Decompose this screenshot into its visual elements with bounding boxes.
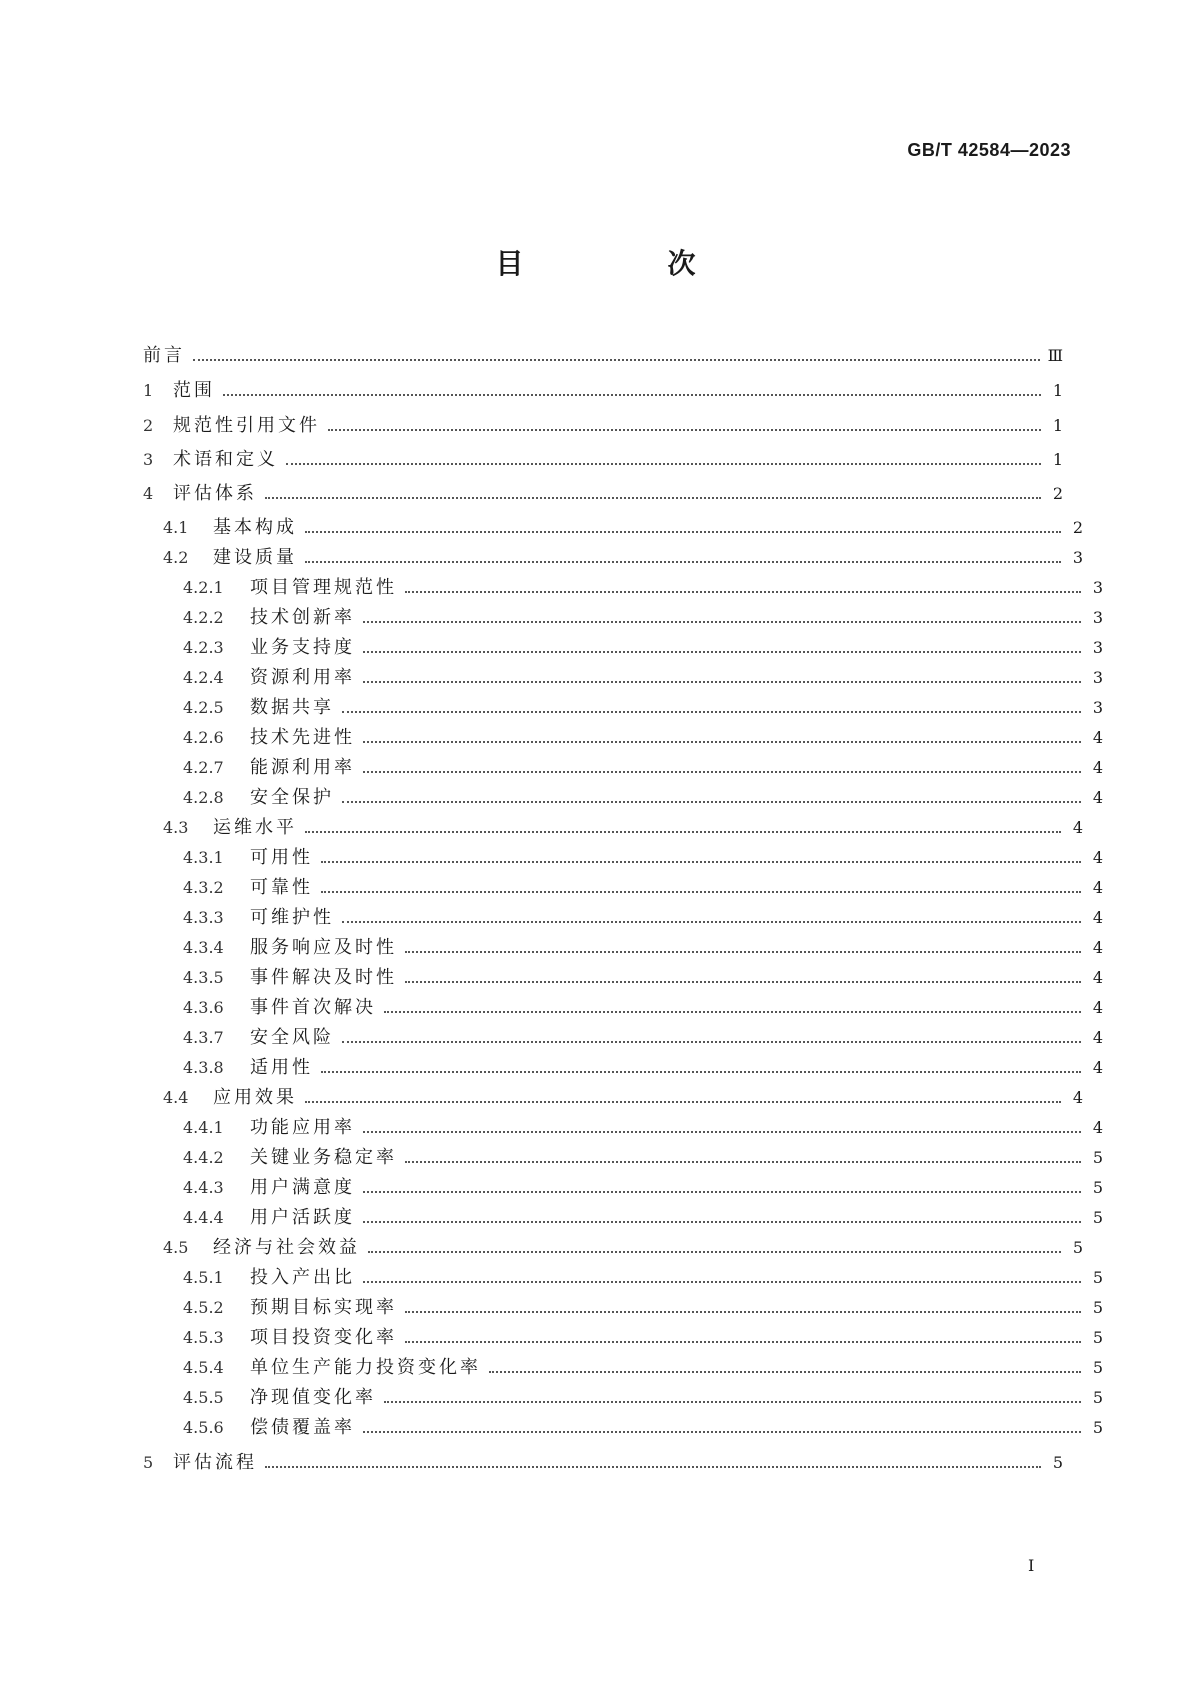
dot-leader	[405, 1161, 1081, 1163]
toc-entry-number: 1	[143, 381, 154, 400]
toc-entry-page: 3	[1072, 548, 1083, 567]
toc-entry-number: 5	[143, 1453, 154, 1472]
toc-entry-number: 4.3.7	[183, 1028, 224, 1047]
dot-leader	[305, 531, 1061, 533]
dot-leader	[342, 711, 1081, 713]
dot-leader	[363, 1431, 1081, 1433]
toc-entry-page: 3	[1092, 698, 1103, 717]
toc-entry-label: 应用效果	[213, 1087, 297, 1108]
toc-entry-page: 4	[1092, 1058, 1103, 1077]
standard-code: GB/T 42584—2023	[907, 140, 1071, 160]
toc-entry-number: 4.2.4	[183, 668, 224, 687]
toc-entry-number: 3	[143, 450, 154, 469]
page-number: I	[1028, 1556, 1035, 1575]
toc-entry[interactable]	[143, 1292, 1103, 1320]
dot-leader	[384, 1011, 1081, 1013]
toc-entry-label: 评估体系	[173, 483, 257, 504]
dot-leader	[286, 463, 1041, 465]
dot-leader	[363, 771, 1081, 773]
toc-entry-page: 5	[1092, 1388, 1103, 1407]
toc-entry-page: 4	[1092, 1118, 1103, 1137]
toc-entry-page: 1	[1052, 450, 1063, 469]
toc-entry-number: 4.2.8	[183, 788, 224, 807]
toc-entry-number: 4.5.4	[183, 1358, 224, 1377]
dot-leader	[405, 951, 1081, 953]
toc-entry[interactable]	[143, 1022, 1103, 1050]
toc-entry-page: 3	[1092, 578, 1103, 597]
dot-leader	[363, 621, 1081, 623]
dot-leader	[223, 394, 1041, 396]
toc-entry-label: 安全风险	[250, 1027, 334, 1048]
toc-entry[interactable]	[143, 1172, 1103, 1200]
toc-entry-number: 4.3.5	[183, 968, 224, 987]
toc-entry-label: 能源利用率	[250, 757, 355, 778]
toc-entry-page: 4	[1092, 728, 1103, 747]
toc-entry-number: 4.4.3	[183, 1178, 224, 1197]
toc-entry-page: 5	[1092, 1208, 1103, 1227]
toc-entry-number: 4.3.2	[183, 878, 224, 897]
toc-entry-label: 建设质量	[213, 547, 297, 568]
toc-entry[interactable]	[143, 902, 1103, 930]
toc-entry[interactable]	[143, 572, 1103, 600]
toc-entry-label: 用户活跃度	[250, 1207, 355, 1228]
toc-entry[interactable]	[143, 1322, 1103, 1350]
dot-leader	[342, 801, 1081, 803]
toc-entry-page: 4	[1072, 1088, 1083, 1107]
toc-entry-label: 术语和定义	[173, 449, 278, 470]
toc-entry[interactable]	[143, 444, 1063, 472]
toc-entry-number: 4.4.1	[183, 1118, 224, 1137]
toc-entry-label: 经济与社会效益	[213, 1237, 360, 1258]
toc-entry-label: 单位生产能力投资变化率	[250, 1357, 481, 1378]
toc-entry-label: 项目投资变化率	[250, 1327, 397, 1348]
toc-entry[interactable]	[143, 542, 1083, 570]
toc-entry-number: 4.1	[163, 518, 189, 537]
toc-entry-label: 事件解决及时性	[250, 967, 397, 988]
toc-entry[interactable]	[143, 692, 1103, 720]
toc-entry[interactable]	[143, 1202, 1103, 1230]
toc-entry-number: 4.4.4	[183, 1208, 224, 1227]
dot-leader	[305, 1101, 1061, 1103]
toc-entry-number: 4.3.8	[183, 1058, 224, 1077]
toc-entry-label: 项目管理规范性	[250, 577, 397, 598]
dot-leader	[305, 831, 1061, 833]
toc-entry-label: 安全保护	[250, 787, 334, 808]
toc-entry[interactable]	[143, 1412, 1103, 1440]
toc-entry[interactable]	[143, 1382, 1103, 1410]
toc-entry-label: 技术先进性	[250, 727, 355, 748]
toc-entry-label: 范围	[173, 380, 215, 401]
toc-entry-number: 4.5	[163, 1238, 189, 1257]
toc-entry-page: 4	[1092, 908, 1103, 927]
toc-entry-label: 偿债覆盖率	[250, 1417, 355, 1438]
toc-entry-page: 5	[1092, 1358, 1103, 1377]
toc-entry[interactable]	[143, 782, 1103, 810]
toc-entry-label: 可靠性	[250, 877, 313, 898]
toc-entry-number: 4.2.5	[183, 698, 224, 717]
toc-entry-label: 关键业务稳定率	[250, 1147, 397, 1168]
toc-entry-number: 4.5.1	[183, 1268, 224, 1287]
toc-entry-page: 3	[1092, 668, 1103, 687]
toc-entry-page: 5	[1092, 1298, 1103, 1317]
toc-entry[interactable]	[143, 1142, 1103, 1170]
toc-entry-number: 4.3.1	[183, 848, 224, 867]
toc-entry-label: 基本构成	[213, 517, 297, 538]
dot-leader	[405, 1341, 1081, 1343]
toc-entry-page: 5	[1092, 1178, 1103, 1197]
toc-entry-number: 4.5.3	[183, 1328, 224, 1347]
toc-entry-number: 4.2.6	[183, 728, 224, 747]
toc-entry-number: 4	[143, 484, 154, 503]
toc-entry-label: 服务响应及时性	[250, 937, 397, 958]
toc-entry-number: 4.2.2	[183, 608, 224, 627]
toc-entry-page: 4	[1092, 998, 1103, 1017]
toc-entry-page: 5	[1092, 1328, 1103, 1347]
toc-entry-page: 3	[1092, 608, 1103, 627]
dot-leader	[305, 561, 1061, 563]
toc-entry-number: 4.3.6	[183, 998, 224, 1017]
dot-leader	[265, 1466, 1041, 1468]
dot-leader	[405, 1311, 1081, 1313]
toc-entry[interactable]	[143, 1052, 1103, 1080]
toc-entry-number: 4.5.5	[183, 1388, 224, 1407]
toc-entry[interactable]	[143, 632, 1103, 660]
toc-entry[interactable]	[143, 992, 1103, 1020]
dot-leader	[363, 1131, 1081, 1133]
toc-entry-number: 2	[143, 416, 154, 435]
toc-entry-page: 4	[1092, 848, 1103, 867]
toc-entry-page: 4	[1092, 938, 1103, 957]
toc-entry[interactable]	[143, 752, 1103, 780]
toc-entry-number: 4.2	[163, 548, 189, 567]
dot-leader	[342, 1041, 1081, 1043]
toc-entry[interactable]	[143, 842, 1103, 870]
toc-entry[interactable]	[143, 962, 1103, 990]
toc-entry-label: 数据共享	[250, 697, 334, 718]
toc-entry[interactable]	[143, 722, 1103, 750]
toc-entry-page: 4	[1092, 878, 1103, 897]
dot-leader	[384, 1401, 1081, 1403]
toc-entry-number: 4.4	[163, 1088, 189, 1107]
toc-entry[interactable]	[143, 410, 1063, 438]
dot-leader	[363, 1221, 1081, 1223]
dot-leader	[193, 359, 1040, 361]
dot-leader	[363, 1281, 1081, 1283]
page-title: 目 次	[495, 247, 754, 280]
toc-entry-label: 前言	[143, 345, 185, 366]
toc-entry-label: 适用性	[250, 1057, 313, 1078]
toc-entry-page: 1	[1052, 416, 1063, 435]
toc-entry-label: 投入产出比	[250, 1267, 355, 1288]
toc-entry-number: 4.3	[163, 818, 189, 837]
toc-entry[interactable]	[143, 602, 1103, 630]
toc-entry-number: 4.2.1	[183, 578, 224, 597]
toc-entry-page: 2	[1072, 518, 1083, 537]
dot-leader	[363, 651, 1081, 653]
toc-entry[interactable]	[143, 1232, 1083, 1260]
toc-entry-number: 4.2.7	[183, 758, 224, 777]
toc-entry-label: 预期目标实现率	[250, 1297, 397, 1318]
toc-entry-page: 1	[1052, 381, 1063, 400]
dot-leader	[405, 591, 1081, 593]
dot-leader	[321, 1071, 1081, 1073]
toc-entry-page: Ⅲ	[1047, 346, 1063, 365]
toc-entry-label: 功能应用率	[250, 1117, 355, 1138]
toc-entry-number: 4.3.3	[183, 908, 224, 927]
toc-entry-label: 运维水平	[213, 817, 297, 838]
toc-entry-page: 5	[1092, 1148, 1103, 1167]
toc-entry[interactable]	[143, 1112, 1103, 1140]
toc-entry[interactable]	[143, 1262, 1103, 1290]
toc-entry[interactable]	[143, 1447, 1063, 1475]
toc-entry-label: 用户满意度	[250, 1177, 355, 1198]
dot-leader	[265, 497, 1041, 499]
toc-entry-label: 可维护性	[250, 907, 334, 928]
toc-entry[interactable]	[143, 932, 1103, 960]
dot-leader	[363, 741, 1081, 743]
toc-entry[interactable]	[143, 1352, 1103, 1380]
toc-entry[interactable]	[143, 512, 1083, 540]
dot-leader	[321, 861, 1081, 863]
toc-entry-label: 事件首次解决	[250, 997, 376, 1018]
toc-entry[interactable]	[143, 1082, 1083, 1110]
dot-leader	[321, 891, 1081, 893]
toc-entry-page: 4	[1092, 788, 1103, 807]
toc-entry-label: 可用性	[250, 847, 313, 868]
toc-entry[interactable]	[143, 872, 1103, 900]
toc-entry-page: 5	[1052, 1453, 1063, 1472]
toc-entry[interactable]	[143, 478, 1063, 506]
dot-leader	[342, 921, 1081, 923]
toc-entry-page: 5	[1072, 1238, 1083, 1257]
dot-leader	[363, 1191, 1081, 1193]
toc-entry-label: 业务支持度	[250, 637, 355, 658]
toc-entry-label: 评估流程	[173, 1452, 257, 1473]
toc-entry-label: 技术创新率	[250, 607, 355, 628]
toc-entry[interactable]	[143, 662, 1103, 690]
toc-entry-page: 4	[1092, 968, 1103, 987]
toc-entry-page: 4	[1092, 758, 1103, 777]
dot-leader	[363, 681, 1081, 683]
toc-entry[interactable]	[143, 375, 1063, 403]
dot-leader	[405, 981, 1081, 983]
toc-entry-label: 净现值变化率	[250, 1387, 376, 1408]
toc-entry-number: 4.4.2	[183, 1148, 224, 1167]
toc-entry-number: 4.2.3	[183, 638, 224, 657]
toc-entry-label: 规范性引用文件	[173, 415, 320, 436]
toc-entry-page: 4	[1072, 818, 1083, 837]
toc-entry-page: 4	[1092, 1028, 1103, 1047]
toc-entry-page: 2	[1052, 484, 1063, 503]
toc-entry-page: 5	[1092, 1268, 1103, 1287]
dot-leader	[489, 1371, 1081, 1373]
toc-entry-page: 3	[1092, 638, 1103, 657]
toc-entry[interactable]	[143, 340, 1063, 368]
toc-entry-label: 资源利用率	[250, 667, 355, 688]
toc-entry-number: 4.3.4	[183, 938, 224, 957]
toc-entry[interactable]	[143, 812, 1083, 840]
toc-entry-number: 4.5.6	[183, 1418, 224, 1437]
toc-entry-number: 4.5.2	[183, 1298, 224, 1317]
dot-leader	[368, 1251, 1061, 1253]
toc-entry-page: 5	[1092, 1418, 1103, 1437]
dot-leader	[328, 429, 1041, 431]
